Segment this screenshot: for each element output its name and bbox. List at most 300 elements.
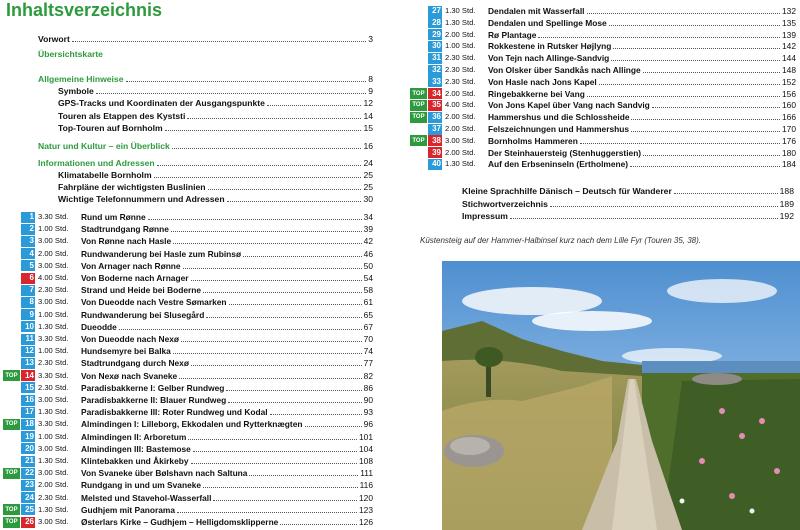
toc-entry-title: Touren als Etappen des Kyststi: [58, 111, 186, 121]
tour-row: [3, 309, 373, 321]
tour-number-badge: 14: [21, 370, 35, 381]
toc-entry-title: Wichtige Telefonnummern und Adressen: [58, 194, 225, 204]
tour-row: [410, 64, 796, 76]
tour-name: [81, 333, 364, 345]
tour-page: 111: [360, 468, 373, 479]
tour-page: 46: [363, 248, 373, 259]
dot-leader: [228, 401, 361, 403]
tour-name-text: Von Svaneke über Bølshavn nach Saltuna: [81, 468, 248, 479]
tour-page: 135: [782, 17, 796, 28]
dot-leader: [148, 218, 362, 220]
backmatter-page: 189: [779, 198, 794, 209]
tour-page: 70: [363, 334, 373, 344]
tour-name: [81, 492, 359, 504]
backmatter-title: Stichwortverzeichnis: [462, 198, 548, 209]
tour-name-text: Von Nexø nach Svaneke: [81, 370, 178, 381]
tour-page: 152: [782, 76, 796, 87]
dot-leader: [193, 450, 357, 452]
tour-number-badge: 13: [21, 358, 35, 369]
tour-name: [488, 17, 782, 29]
tour-page: 101: [359, 431, 373, 442]
tour-name: [81, 296, 364, 308]
tour-page: 120: [359, 492, 373, 503]
dot-leader: [305, 425, 362, 427]
tour-row: [3, 382, 373, 394]
tour-page: 65: [363, 309, 373, 320]
tour-row: [410, 40, 796, 52]
toc-entry-page: 12: [363, 98, 373, 108]
tour-number-badge: 22: [21, 468, 35, 479]
dot-leader: [587, 12, 781, 14]
tour-row: [3, 370, 373, 382]
tour-page: 166: [782, 112, 796, 123]
toc-entry-title: Fahrpläne der wichtigsten Buslinien: [58, 182, 206, 192]
dot-leader: [631, 118, 780, 120]
dot-leader: [191, 364, 362, 366]
dot-leader: [229, 303, 362, 305]
tour-name: [81, 516, 359, 528]
tour-name: [81, 235, 364, 247]
tour-name: [488, 52, 782, 64]
dot-leader: [181, 340, 362, 342]
toc-entry-page: 24: [363, 158, 373, 168]
tour-page: 180: [782, 147, 796, 158]
tour-name-text: Østerlars Kirke – Gudhjem – Helligdomsklipperne: [81, 517, 279, 527]
tour-row: [3, 394, 373, 406]
tour-row: [3, 431, 373, 443]
dot-leader: [652, 106, 780, 108]
tour-number-badge: 39: [428, 147, 442, 158]
top-tour-badge: TOP: [3, 468, 20, 479]
tour-number-badge: 30: [428, 41, 442, 52]
dot-leader: [119, 328, 362, 330]
top-tour-badge: TOP: [3, 504, 20, 515]
tour-name-text: Paradisbakkerne III: Roter Rundweg und Kodal: [81, 407, 268, 418]
tour-name-text: Almindingen III: Bastemose: [81, 443, 191, 454]
tour-name-text: Hammershus und die Schlossheide: [488, 112, 630, 123]
dot-leader: [154, 176, 362, 178]
toc-entry-title: Übersichtskarte: [38, 49, 103, 59]
tour-row: [3, 418, 373, 430]
tour-name: [81, 406, 364, 418]
tour-duration: 3.30 Std.: [38, 212, 69, 221]
top-tour-badge: TOP: [410, 88, 427, 99]
dot-leader: [177, 511, 357, 513]
tour-name: [81, 345, 364, 357]
tour-name: [488, 111, 782, 123]
tour-name-text: Von Dueodde nach Nexø: [81, 334, 180, 344]
tour-number-badge: 4: [21, 248, 35, 259]
toc-entry: [38, 140, 373, 152]
tour-row: [3, 296, 373, 308]
tour-duration: 3.00 Std.: [445, 135, 476, 145]
dot-leader: [611, 59, 780, 61]
toc-entry-page: 3: [368, 34, 373, 44]
tour-duration: 3.00 Std.: [38, 443, 69, 453]
toc-entry-title: Natur und Kultur – ein Überblick: [38, 141, 170, 151]
toc-entry: [38, 48, 373, 60]
tour-number-badge: 3: [21, 236, 35, 247]
tour-name-text: Paradisbakkerne I: Gelber Rundweg: [81, 382, 225, 393]
tour-row: [410, 29, 796, 41]
tour-number-badge: 19: [21, 431, 35, 442]
tour-duration: 1.00 Std.: [38, 431, 69, 441]
tour-duration: 2.00 Std.: [445, 88, 476, 98]
dot-leader: [227, 200, 362, 202]
tour-name-text: Stadtrundgang Rønne: [81, 224, 169, 235]
tour-name-text: Von Dueodde nach Vestre Sømarken: [81, 297, 227, 308]
coastal-path-photo: [442, 261, 800, 530]
tour-row: [3, 235, 373, 247]
tour-row: [3, 504, 373, 516]
tour-name-text: Rundwanderung bei Slusegård: [81, 309, 205, 320]
tour-number-badge: 33: [428, 76, 442, 87]
tour-page: 86: [363, 382, 373, 393]
tour-name-text: Almindingen I: Lilleborg, Ekkodalen und Rytterknægten: [81, 419, 303, 430]
tour-duration: 2.30 Std.: [38, 382, 69, 392]
tour-row: [410, 111, 796, 123]
tour-number-badge: 27: [428, 6, 442, 17]
tour-duration: 4.00 Std.: [38, 273, 69, 282]
tour-row: [410, 76, 796, 88]
tour-page: 96: [363, 419, 373, 430]
tour-duration: 2.00 Std.: [38, 480, 69, 490]
tour-name-text: Der Steinhauersteig (Stenhuggerstien): [488, 147, 642, 158]
tour-name: [81, 394, 364, 406]
toc-entry-page: 14: [363, 111, 373, 121]
tour-row: [3, 443, 373, 455]
tour-page: 126: [359, 517, 373, 527]
top-tour-badge: TOP: [3, 419, 20, 430]
tour-name: [81, 357, 364, 369]
tour-duration: 3.30 Std.: [38, 419, 69, 429]
tour-name-text: Dueodde: [81, 321, 117, 332]
tour-name: [81, 382, 364, 394]
toc-entry-title: Vorwort: [38, 34, 70, 44]
dot-leader: [157, 164, 362, 166]
tour-duration: 3.00 Std.: [38, 236, 69, 246]
dot-leader: [643, 154, 780, 156]
tour-name-text: Strand und Heide bei Boderne: [81, 285, 202, 296]
tour-name-text: Von Boderne nach Arnager: [81, 273, 189, 283]
tour-name: [488, 76, 782, 88]
tour-row: [3, 333, 373, 345]
backmatter-title: Impressum: [462, 211, 508, 221]
tour-page: 108: [359, 456, 373, 466]
tour-page: 90: [363, 395, 373, 405]
dot-leader: [613, 47, 780, 49]
tour-name-text: Von Hasle nach Jons Kapel: [488, 76, 597, 87]
dot-leader: [187, 117, 361, 119]
dot-leader: [510, 217, 778, 219]
tour-name: [488, 158, 782, 170]
tour-name: [488, 29, 782, 41]
tour-page: 104: [359, 443, 373, 454]
tour-name-text: Almindingen II: Arboretum: [81, 431, 187, 442]
tour-name-text: Rund um Rønne: [81, 212, 146, 222]
tour-row: [410, 147, 796, 159]
tour-name-text: Dendalen mit Wasserfall: [488, 6, 585, 16]
toc-entry-page: 9: [368, 86, 373, 96]
tour-name-text: Stadtrundgang durch Nexø: [81, 358, 189, 369]
dot-leader: [587, 95, 780, 97]
tour-duration: 1.30 Std.: [38, 321, 69, 331]
tour-duration: 2.30 Std.: [445, 65, 476, 74]
tour-number-badge: 21: [21, 456, 35, 467]
tour-number-badge: 34: [428, 88, 442, 99]
tour-number-badge: 1: [21, 212, 35, 223]
dot-leader: [191, 462, 358, 464]
tour-name-text: Rundwanderung bei Hasle zum Rubinsø: [81, 248, 242, 259]
dot-leader: [188, 438, 357, 440]
tour-row: [3, 455, 373, 467]
tour-duration: 2.30 Std.: [38, 492, 69, 502]
tour-row: [3, 406, 373, 418]
tour-duration: 2.00 Std.: [38, 248, 69, 258]
tour-duration: 1.30 Std.: [38, 407, 69, 417]
tour-name-text: Ringebakkerne bei Vang: [488, 88, 585, 99]
backmatter-page: 188: [779, 186, 794, 196]
tour-name-text: Von Rønne nach Hasle: [81, 236, 172, 247]
tour-number-badge: 40: [428, 159, 442, 170]
tour-duration: 3.00 Std.: [38, 517, 69, 526]
tour-number-badge: 8: [21, 297, 35, 308]
tour-number-badge: 7: [21, 285, 35, 296]
dot-leader: [173, 352, 362, 354]
tour-number-badge: 25: [21, 504, 35, 515]
tour-name: [81, 418, 364, 430]
dot-leader: [173, 242, 362, 244]
tour-duration: 2.00 Std.: [445, 29, 476, 39]
tour-number-badge: 5: [21, 260, 35, 271]
tour-number-badge: 9: [21, 309, 35, 320]
tour-number-badge: 11: [21, 334, 35, 345]
tour-name-text: Rokkestene in Rutsker Højlyng: [488, 41, 612, 52]
tour-row: [3, 345, 373, 357]
dot-leader: [203, 486, 358, 488]
tour-name-text: Klintebakken und Åkirkeby: [81, 456, 189, 466]
tour-number-badge: 36: [428, 112, 442, 123]
toc-entry: [58, 85, 373, 97]
toc-entry-page: 30: [363, 194, 373, 204]
tour-page: 148: [782, 65, 796, 75]
dot-leader: [183, 267, 362, 269]
tour-name: [81, 467, 360, 479]
tour-name-text: Felszeichnungen und Hammershus: [488, 124, 630, 134]
top-tour-badge: TOP: [410, 135, 427, 146]
tour-page: 132: [782, 6, 796, 16]
tour-duration: 1.30 Std.: [445, 159, 476, 169]
tour-duration: 1.00 Std.: [38, 309, 69, 319]
tour-page: 116: [359, 480, 373, 491]
tour-number-badge: 28: [428, 17, 442, 28]
tour-page: 156: [782, 88, 796, 99]
toc-entry: [58, 181, 373, 193]
dot-leader: [599, 83, 780, 85]
tour-duration: 1.30 Std.: [445, 6, 476, 15]
tour-name: [488, 88, 782, 100]
backmatter-page: 192: [779, 211, 794, 221]
tour-duration: 1.30 Std.: [445, 17, 476, 27]
dot-leader: [643, 71, 780, 73]
tour-name-text: Rø Plantage: [488, 29, 537, 40]
dot-leader: [631, 130, 780, 132]
tour-duration: 3.00 Std.: [38, 260, 69, 270]
tour-row: [410, 52, 796, 64]
tour-row: [410, 17, 796, 29]
tour-page: 93: [363, 407, 373, 418]
tour-name-text: Bornholms Hammeren: [488, 135, 578, 146]
tour-row: [3, 516, 373, 528]
tour-page: 82: [363, 370, 373, 381]
tour-duration: 2.30 Std.: [445, 76, 476, 86]
tour-number-badge: 38: [428, 135, 442, 146]
tour-page: 139: [782, 29, 796, 40]
backmatter-entry: [462, 185, 794, 197]
tour-number-badge: 32: [428, 65, 442, 76]
tour-row: [3, 211, 373, 223]
toc-entry-title: Top-Touren auf Bornholm: [58, 123, 163, 133]
tour-duration: 2.30 Std.: [38, 285, 69, 295]
dot-leader: [213, 499, 357, 501]
tour-page: 39: [363, 224, 373, 235]
tour-name: [81, 309, 364, 321]
tour-duration: 1.00 Std.: [38, 346, 69, 356]
toc-entry: [58, 122, 373, 134]
tour-name: [81, 260, 364, 272]
tour-name: [81, 223, 364, 235]
toc-entry-title: Symbole: [58, 86, 94, 96]
tour-page: 170: [782, 124, 796, 134]
tour-name: [81, 284, 364, 296]
tour-name: [488, 123, 782, 135]
tour-duration: 3.30 Std.: [38, 334, 69, 343]
dot-leader: [126, 80, 367, 82]
dot-leader: [243, 255, 362, 257]
tour-name: [488, 40, 782, 52]
backmatter-entry: [462, 198, 794, 210]
tour-name-text: Von Olsker über Sandkås nach Allinge: [488, 65, 641, 75]
tour-duration: 1.00 Std.: [38, 224, 69, 234]
dot-leader: [203, 291, 362, 293]
dot-leader: [270, 413, 362, 415]
tour-row: [410, 158, 796, 170]
tour-name-text: Von Jons Kapel über Vang nach Sandvig: [488, 100, 650, 111]
tour-row: [3, 284, 373, 296]
tour-page: 42: [363, 236, 373, 247]
tour-page: 176: [782, 135, 796, 146]
tour-row: [3, 248, 373, 260]
tour-number-badge: 26: [21, 517, 35, 528]
dot-leader: [171, 230, 362, 232]
tour-number-badge: 23: [21, 480, 35, 491]
tour-name: [488, 135, 782, 147]
top-tour-badge: TOP: [410, 112, 427, 123]
tour-name: [488, 64, 782, 76]
top-tour-badge: TOP: [3, 517, 20, 528]
toc-entry-page: 8: [368, 74, 373, 84]
tour-duration: 3.00 Std.: [38, 297, 69, 307]
tour-row: [3, 492, 373, 504]
toc-entry: [38, 73, 373, 85]
tour-row: [410, 123, 796, 135]
tour-duration: 2.00 Std.: [445, 147, 476, 157]
photo-caption: Küstensteig auf der Hammer-Halbinsel kurz nach dem Lille Fyr (Touren 35, 38).: [420, 236, 702, 245]
tour-duration: 2.00 Std.: [445, 112, 476, 122]
dot-leader: [249, 474, 358, 476]
tour-duration: 4.00 Std.: [445, 100, 476, 110]
dot-leader: [609, 24, 780, 26]
tour-duration: 1.30 Std.: [38, 456, 69, 465]
tour-number-badge: 15: [21, 382, 35, 393]
tour-duration: 2.00 Std.: [445, 124, 476, 133]
tour-name-text: Hundsemyre bei Balka: [81, 346, 171, 357]
tour-row: [3, 223, 373, 235]
tour-row: [410, 5, 796, 17]
tour-number-badge: 10: [21, 321, 35, 332]
tour-row: [410, 99, 796, 111]
toc-entry: [58, 169, 373, 181]
tour-duration: 3.00 Std.: [38, 395, 69, 404]
toc-entry-page: 15: [363, 123, 373, 133]
toc-entry: [58, 97, 373, 109]
top-tour-badge: TOP: [3, 370, 20, 381]
tour-row: [3, 357, 373, 369]
tour-name: [81, 321, 364, 333]
backmatter-title: Kleine Sprachhilfe Dänisch – Deutsch für Wanderer: [462, 186, 672, 196]
tour-name: [81, 479, 360, 491]
tour-page: 144: [782, 53, 796, 64]
tour-duration: 3.30 Std.: [38, 370, 69, 380]
tour-page: 50: [363, 260, 373, 271]
toc-entry: [58, 193, 373, 205]
tour-name-text: Auf den Erbseninseln (Ertholmene): [488, 159, 629, 170]
toc-entry: [38, 33, 373, 45]
tour-page: 61: [363, 297, 373, 308]
dot-leader: [630, 165, 780, 167]
toc-entry-title: Informationen und Adressen: [38, 158, 155, 168]
tour-number-badge: 24: [21, 492, 35, 503]
tour-name: [488, 5, 782, 17]
dot-leader: [172, 147, 362, 149]
dot-leader: [674, 192, 778, 194]
tour-duration: 1.00 Std.: [445, 41, 476, 51]
tour-row: [3, 479, 373, 491]
tour-name: [488, 147, 782, 159]
toc-entry-page: 25: [363, 182, 373, 192]
tour-name: [81, 504, 359, 516]
tour-name: [81, 431, 359, 443]
dot-leader: [280, 523, 357, 525]
tour-name: [81, 443, 359, 455]
tour-duration: 1.30 Std.: [38, 504, 69, 514]
tour-number-badge: 20: [21, 443, 35, 454]
dot-leader: [267, 104, 362, 106]
tour-page: 67: [363, 321, 373, 332]
tour-duration: 2.30 Std.: [38, 358, 69, 368]
tour-name-text: Gudhjem mit Panorama: [81, 504, 176, 515]
dot-leader: [550, 205, 778, 207]
toc-entry-page: 16: [363, 141, 373, 151]
tour-page: 184: [782, 159, 796, 170]
dot-leader: [208, 188, 362, 190]
tour-number-badge: 35: [428, 100, 442, 111]
dot-leader: [72, 40, 366, 42]
toc-entry: [58, 110, 373, 122]
tour-row: [3, 321, 373, 333]
tour-row: [410, 88, 796, 100]
dot-leader: [165, 129, 362, 131]
